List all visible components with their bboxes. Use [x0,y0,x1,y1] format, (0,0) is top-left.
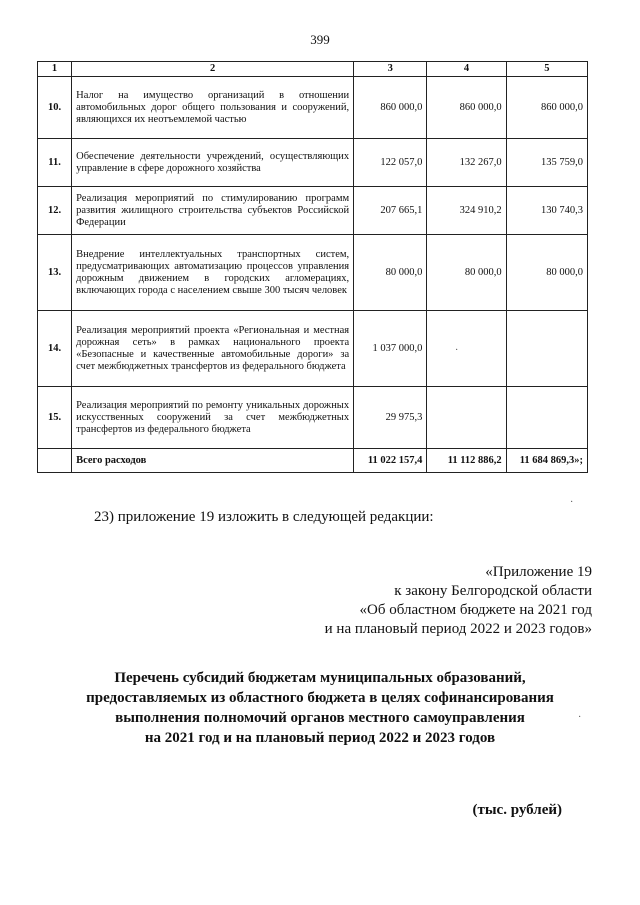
row-value-2022: 324 910,2 [427,187,506,235]
row-value-2023: 135 759,0 [506,139,587,187]
row-number: 13. [38,235,72,311]
table-row [38,187,588,235]
table-total-row [38,449,588,473]
title-line: на 2021 год и на плановый период 2022 и 2023 годов [144,730,496,746]
document-title [40,668,600,748]
total-value-2023: 11 684 869,3»; [506,449,587,473]
row-value-2021: 29 975,3 [354,387,427,449]
row-description: Налог на имущество организаций в отношении автомобильных дорог общего пользования и сооружений, являющихся их неотъемлемой частью [72,77,354,139]
header-col-4: 4 [427,62,506,77]
total-value-2022: 11 112 886,2 [427,449,506,473]
amendment-clause: 23) приложение 19 изложить в следующей редакции: [94,509,434,525]
row-number: 11. [38,139,72,187]
row-number: 15. [38,387,72,449]
row-value-2022 [427,387,506,449]
row-value-2023: 80 000,0 [506,235,587,311]
total-value-2021: 11 022 157,4 [354,449,427,473]
row-number: 14. [38,311,72,387]
row-value-2022: 860 000,0 [427,77,506,139]
row-description: Обеспечение деятельности учреждений, осуществляющих управление в сфере дорожного хозяйства [72,139,354,187]
expenditure-table [37,61,588,473]
row-value-2021: 1 037 000,0 [354,311,427,387]
scan-speck-mark: · [570,497,574,508]
row-value-2021: 860 000,0 [354,77,427,139]
appendix-line: «Об областном бюджете на 2021 год [359,602,592,618]
row-description: Реализация мероприятий по стимулированию программ развития жилищного строительства субъектов Российской Федерации [72,187,354,235]
appendix-line: «Приложение 19 [485,564,592,580]
title-line: выполнения полномочий органов местного самоуправления [115,710,525,726]
title-line: Перечень субсидий бюджетам муниципальных образований, [114,670,526,686]
row-value-2023 [506,387,587,449]
row-value-2022: 132 267,0 [427,139,506,187]
row-value-2023 [506,311,587,387]
row-value-2021: 122 057,0 [354,139,427,187]
row-value-2023: 860 000,0 [506,77,587,139]
row-number: 12. [38,187,72,235]
table-row [38,139,588,187]
header-col-1: 1 [38,62,72,77]
row-value-2022: 80 000,0 [427,235,506,311]
header-col-5: 5 [506,62,587,77]
row-value-2021: 80 000,0 [354,235,427,311]
header-col-2: 2 [72,62,354,77]
row-description: Реализация мероприятий по ремонту уникальных дорожных искусственных сооружений за счет межбюджетных трансфертов из федерального бюджета [72,387,354,449]
page-number: 399 [310,32,330,47]
row-value-2022 [427,311,506,387]
table-row [38,387,588,449]
row-number: 10. [38,77,72,139]
row-description: Внедрение интеллектуальных транспортных систем, предусматривающих автоматизацию процессов управления дорожным движением в городских агломерациях, включающих города с населением свыше 300 тысяч человек [72,235,354,311]
scan-speck-mark: · [578,712,582,723]
row-description: Реализация мероприятий проекта «Региональная и местная дорожная сеть» в рамках национального проекта «Безопасные и качественные автомобильные дороги» за счет межбюджетных трансфертов из федерального бюджета [72,311,354,387]
appendix-line: и на плановый период 2022 и 2023 годов» [324,621,592,637]
row-value-2023: 130 740,3 [506,187,587,235]
row-value-2021: 207 665,1 [354,187,427,235]
table-row [38,77,588,139]
header-col-3: 3 [354,62,427,77]
appendix-line: к закону Белгородской области [394,583,592,599]
table-row [38,235,588,311]
table-header-row [38,62,588,77]
total-label: Всего расходов [72,449,354,473]
total-number-cell [38,449,72,473]
title-line: предоставляемых из областного бюджета в целях софинансирования [86,690,554,706]
units-label: (тыс. рублей) [472,802,562,818]
scan-speck-mark: · [455,345,459,356]
appendix-reference [325,563,592,639]
table-row [38,311,588,387]
